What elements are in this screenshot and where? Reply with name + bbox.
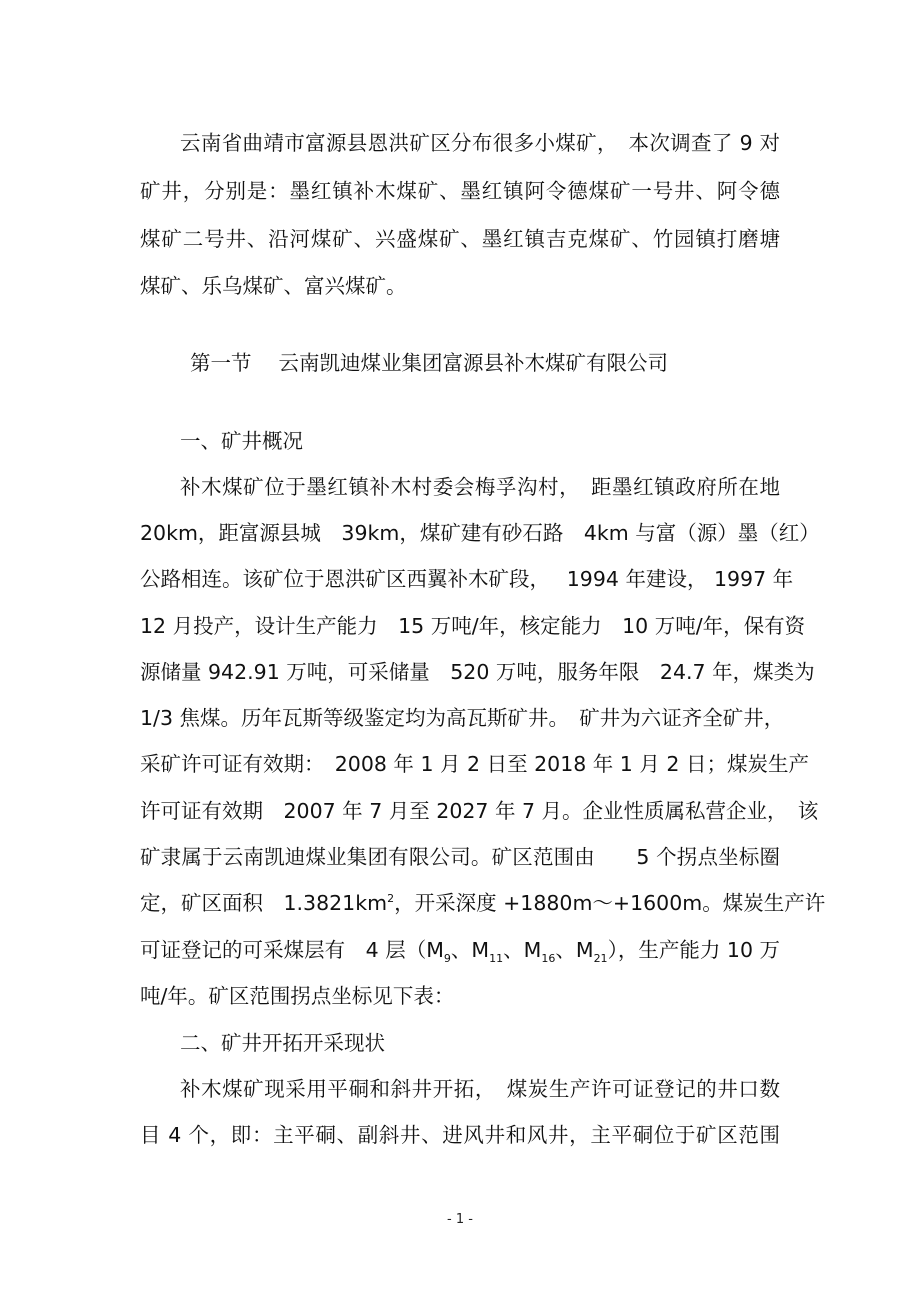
paragraph-line: 目 4 个，即：主平硐、副斜井、进风井和风井，主平硐位于矿区范围 xyxy=(140,1123,780,1147)
seam-text: ），生产能力 10 万 xyxy=(607,938,781,962)
seam-subscript: 21 xyxy=(593,952,608,966)
page-number: - 1 - xyxy=(447,1212,473,1227)
intro-line: 云南省曲靖市富源县恩洪矿区分布很多小煤矿， 本次调查了 9 对 xyxy=(180,131,780,155)
intro-line: 煤矿二号井、沿河煤矿、兴盛煤矿、墨红镇吉克煤矿、竹园镇打磨塘 xyxy=(140,227,780,251)
paragraph-line: 补木煤矿位于墨红镇补木村委会梅孚沟村， 距墨红镇政府所在地 xyxy=(180,475,780,499)
seam-text: 、M xyxy=(450,938,490,962)
intro-line: 煤矿、乐乌煤矿、富兴煤矿。 xyxy=(140,274,407,298)
mine-area-text: 定，矿区面积 1.3821km xyxy=(140,891,388,915)
section-title: 第一节 云南凯迪煤业集团富源县补木煤矿有限公司 xyxy=(190,351,669,375)
paragraph-line: 公路相连。该矿位于恩洪矿区西翼补木矿段， 1994 年建设， 1997 年 xyxy=(140,567,794,591)
paragraph-line: 许可证有效期 2007 年 7 月至 2027 年 7 月。企业性质属私营企业， 该 xyxy=(140,799,819,823)
area-unit-superscript: 2 xyxy=(387,892,395,906)
paragraph-line: 吨/年。矿区范围拐点坐标见下表： xyxy=(140,984,455,1008)
paragraph-line: 1/3 焦煤。历年瓦斯等级鉴定均为高瓦斯矿井。 矿井为六证齐全矿井， xyxy=(140,706,785,730)
paragraph-line: 12 月投产，设计生产能力 15 万吨/年，核定能力 10 万吨/年，保有资 xyxy=(140,614,806,638)
mining-depth-text: ，开采深度 +1880m～+1600m。煤炭生产许 xyxy=(394,891,826,915)
seam-text: 、M xyxy=(555,938,594,962)
intro-line: 矿井，分别是：墨红镇补木煤矿、墨红镇阿令德煤矿一号井、阿令德 xyxy=(140,179,780,203)
paragraph-line: 源储量 942.91 万吨，可采储量 520 万吨，服务年限 24.7 年，煤类为 xyxy=(140,660,815,684)
mine-area-line xyxy=(140,890,826,916)
coal-seam-line xyxy=(140,937,781,966)
seam-subscript: 16 xyxy=(541,952,556,966)
seam-subscript: 11 xyxy=(489,952,504,966)
subsection-title: 一、矿井概况 xyxy=(180,429,303,453)
paragraph-line: 矿隶属于云南凯迪煤业集团有限公司。矿区范围由 5 个拐点坐标圈 xyxy=(140,845,780,869)
paragraph-line: 补木煤矿现采用平硐和斜井开拓， 煤炭生产许可证登记的井口数 xyxy=(180,1077,780,1101)
paragraph-line: 20km，距富源县城 39km，煤矿建有砂石路 4km 与富（源）墨（红） xyxy=(140,521,820,545)
seam-text: 、M xyxy=(503,938,542,962)
seam-text: 可证登记的可采煤层有 4 层（M xyxy=(140,938,444,962)
subsection-title: 二、矿井开拓开采现状 xyxy=(180,1031,385,1055)
paragraph-line: 采矿许可证有效期： 2008 年 1 月 2 日至 2018 年 1 月 2 日；煤炭生产 xyxy=(140,752,809,776)
seam-subscript: 9 xyxy=(443,952,451,966)
